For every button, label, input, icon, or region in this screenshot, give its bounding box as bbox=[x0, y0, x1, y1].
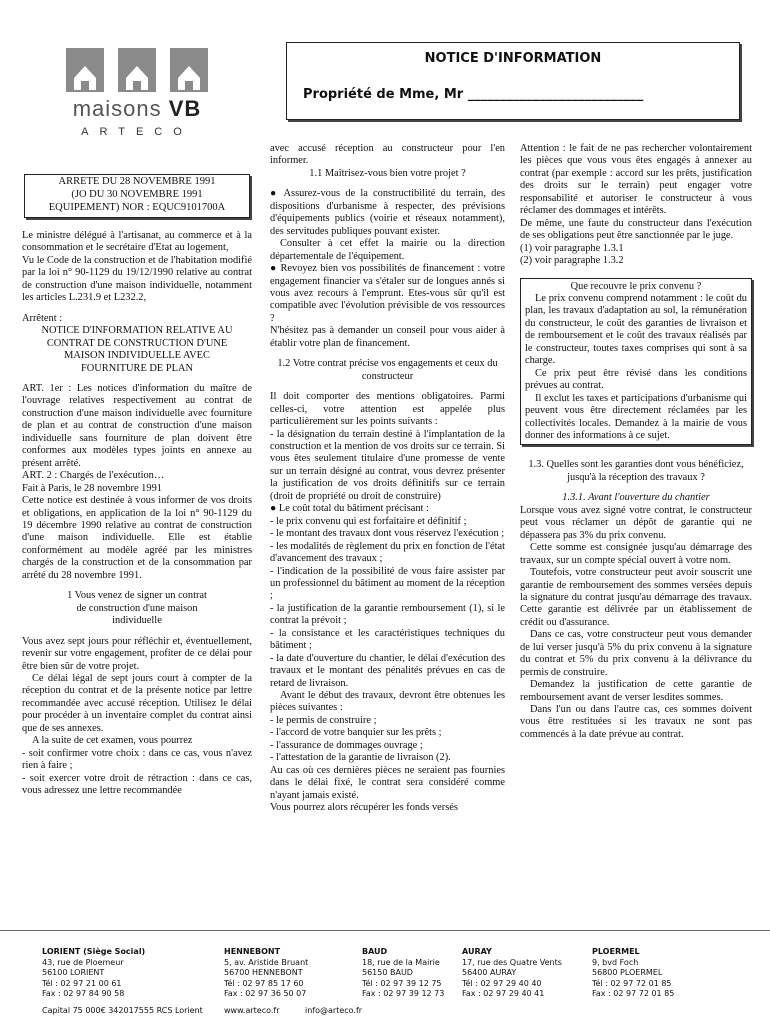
paragraph: Le prix convenu comprend notamment : le coût du plan, les travaux d'adaptation au sol, la rémunération du constructeur, le coût des garanties de livraison et de remboursement et le coût des travaux réalisés par le constructeur, toutes taxes comprises qui sont à sa charge. bbox=[525, 292, 747, 367]
paragraph: Cette somme est consignée jusqu'au démarrage des travaux, sur un compte spécial ouvert à votre nom. bbox=[520, 542, 752, 566]
company-legal: Capital 75 000€ 342017555 RCS Lorient bbox=[42, 1006, 203, 1015]
paragraph: - le prix convenu qui est forfaitaire et définitif ; bbox=[270, 515, 467, 527]
paragraph: - l'assurance de dommages ouvrage ; bbox=[270, 739, 423, 751]
paragraph: - le permis de construire ; bbox=[270, 714, 377, 726]
section-heading: 1.2 Votre contrat précise vos engagements et ceux du constructeur bbox=[277, 358, 498, 382]
footnote: (2) voir paragraphe 1.3.2 bbox=[520, 255, 624, 267]
logo-subtitle: ARTECO bbox=[81, 126, 193, 138]
section-heading: 1 Vous venez de signer un contrat de construction d'une maison individuelle bbox=[67, 590, 207, 627]
paragraph: - la désignation du terrain destiné à l'implantation de la construction et la mention de vos droits sur ce terrain. Si vous êtes seulement titulaire d'une promesse de vente sur un terrain désigné au contrat, vous devrez présenter la justification de vos droits définitifs sur ce terrain (droit de propriété ou droit de construire) bbox=[270, 428, 505, 502]
office-ploermel: PLOERMEL 9, bvd Foch 56800 PLOERMEL Tél : 02 97 72 01 85 Fax : 02 97 72 01 85 bbox=[592, 947, 675, 998]
paragraph: Consulter à cet effet la mairie ou la direction départementale de l'équipement. bbox=[270, 238, 505, 262]
paragraph: Il doit comporter des mentions obligatoires. Parmi celles-ci, votre attention est appelée plus particulièrement sur les points suivants : bbox=[270, 391, 505, 428]
paragraph: avec accusé réception au constructeur pour l'en informer. bbox=[270, 143, 505, 167]
paragraph: Demandez la justification de cette garantie de remboursement avant de verser lesdites sommes. bbox=[520, 679, 752, 703]
house-icon bbox=[118, 48, 156, 92]
section-heading: NOTICE D'INFORMATION RELATIVE AU CONTRAT DE CONSTRUCTION D'UNE MAISON INDIVIDUELLE AVEC FOURNITURE DE PLAN bbox=[41, 325, 233, 374]
paragraph: Fait à Paris, le 28 novembre 1991 bbox=[22, 482, 162, 494]
paragraph: - les modalités de règlement du prix en fonction de l'état d'avancement des travaux ; bbox=[270, 540, 505, 565]
paragraph: ● Assurez-vous de la constructibilité du terrain, des dispositions d'urbanisme à respecter, des prévisions d'équipements publics (voirie et réseaux notamment), des servitudes publiques pouvant exister. bbox=[270, 188, 505, 237]
column-2 bbox=[270, 143, 505, 815]
company-logo bbox=[62, 48, 212, 136]
arrete-box bbox=[24, 174, 250, 218]
paragraph: Arrêtent : bbox=[22, 312, 63, 324]
paragraph: - l'indication de la possibilité de vous faire assister par un professionnel du bâtiment au moment de la réception ; bbox=[270, 565, 505, 602]
paragraph: - l'attestation de la garantie de livraison (2). bbox=[270, 752, 451, 764]
page-title: NOTICE D'INFORMATION bbox=[424, 51, 602, 66]
house-icon bbox=[170, 48, 208, 92]
website-link[interactable]: www.arteco.fr bbox=[224, 1006, 280, 1015]
paragraph: - soit confirmer votre choix : dans ce cas, vous n'avez rien à faire ; bbox=[22, 747, 252, 772]
paragraph: - la consistance et les caractéristiques techniques du bâtiment ; bbox=[270, 627, 505, 652]
paragraph: - le montant des travaux dont vous réservez l'exécution ; bbox=[270, 528, 505, 540]
logo-brand: maisons VB bbox=[72, 96, 202, 121]
box-heading: Que recouvre le prix convenu ? bbox=[570, 280, 702, 292]
office-lorient: LORIENT (Siège Social) 43, rue de Ploemeur 56100 LORIENT Tél : 02 97 21 00 61 Fax : 02 97 84 90 58 bbox=[42, 947, 146, 998]
paragraph: N'hésitez pas à demander un conseil pour vous aider à établir votre plan de financement. bbox=[270, 325, 505, 349]
paragraph: ● Le coût total du bâtiment précisant : bbox=[270, 503, 429, 515]
paragraph: Au cas où ces dernières pièces ne seraient pas fournies dans le délai fixé, le contrat sera considéré comme n'ayant jamais existé. bbox=[270, 764, 505, 801]
paragraph: Vu le Code de la construction et de l'habitation modifié par la loi n° 90-1129 du 19/12/1990 relative au contrat de construction d'une maison individuelle, notamment les articles L.231.9 et L232.2, bbox=[22, 254, 252, 304]
column-1 bbox=[22, 230, 252, 797]
office-baud: BAUD 18, rue de la Mairie 56150 BAUD Tél : 02 97 39 12 75 Fax : 02 97 39 12 73 bbox=[362, 947, 445, 998]
attention-paragraph: Attention : le fait de ne pas rechercher volontairement les pièces que vous vous êtes engagés à annexer au contrat (par exemple : accord sur les prêts, justification des droits sur le terrain) peut engager votre responsabilité et autoriser le constructeur à vous réclamer des dommages et intérêts. bbox=[520, 143, 752, 217]
subsection-heading: 1.3.1. Avant l'ouverture du chantier bbox=[562, 492, 710, 504]
paragraph: Il exclut les taxes et participations d'urbanisme qui peuvent vous être directement réclamées par les collectivités locales. Demandez à la mairie de vous donner des informations à ce sujet. bbox=[525, 392, 747, 441]
paragraph: Vous pourrez alors récupérer les fonds versés bbox=[270, 802, 458, 814]
footnote: (1) voir paragraphe 1.3.1 bbox=[520, 242, 624, 254]
prix-convenu-box bbox=[520, 278, 752, 446]
paragraph: ART. 1er : Les notices d'information du maître de l'ouvrage relatives respectivement au contrat de construction d'une maison individuelle avec fourniture de plan et au contrat de construction d'une maison individuelle sans fourniture de plan doivent être conformes aux modèles types joints en annexe au présent arrêté. bbox=[22, 382, 252, 469]
paragraph: Vous avez sept jours pour réfléchir et, éventuellement, revenir sur votre engagement, profiter de ce délai pour être bien sûr de votre projet. bbox=[22, 635, 252, 672]
paragraph: Dans l'un ou dans l'autre cas, ces sommes doivent vous être restituées si les travaux ne sont pas commencés à la date prévue au contrat. bbox=[520, 704, 752, 740]
paragraph: Le ministre délégué à l'artisanat, au commerce et à la consommation et le secrétaire d'Etat au logement, bbox=[22, 230, 252, 254]
footer bbox=[0, 930, 770, 1025]
paragraph: Dans ce cas, votre constructeur peut vous demander de lui verser jusqu'à 5% du prix convenu à la signature du contrat et 5% du prix convenu à la délivrance du permis de construire. bbox=[520, 629, 752, 678]
paragraph: Lorsque vous avez signé votre contrat, le constructeur peut vous réclamer un dépôt de garantie qui ne dépassera pas 3% du prix convenu. bbox=[520, 504, 752, 541]
paragraph: - l'accord de votre banquier sur les prêts ; bbox=[270, 727, 442, 739]
office-auray: AURAY 17, rue des Quatre Vents 56400 AURAY Tél : 02 97 29 40 40 Fax : 02 97 29 40 41 bbox=[462, 947, 562, 998]
paragraph: ● Revoyez bien vos possibilités de financement : votre engagement financier va s'étaler sur de longues annés si vous avez recours à l'emprunt. Etes-vous sûr qu'il est compatible avec l'évolution prévisible de vos ressources ? bbox=[270, 263, 505, 324]
arrete-line: (JO DU 30 NOVEMBRE 1991 bbox=[71, 189, 203, 200]
paragraph: Ce prix peut être révisé dans les conditions prévues au contrat. bbox=[525, 367, 747, 392]
paragraph: - la date d'ouverture du chantier, le délai d'exécution des travaux et le montant des pénalités prévues en cas de retard de livraison. bbox=[270, 652, 505, 689]
house-icon bbox=[66, 48, 104, 92]
notice-header-box bbox=[286, 42, 740, 120]
arrete-line: ARRETE DU 28 NOVEMBRE 1991 bbox=[58, 176, 216, 187]
arrete-line: EQUIPEMENT) NOR : EQUC9101700A bbox=[48, 202, 226, 213]
paragraph: - la justification de la garantie remboursement (1), si le contrat la prévoit ; bbox=[270, 602, 505, 627]
section-heading: 1.1 Maîtrisez-vous bien votre projet ? bbox=[309, 167, 466, 179]
owner-line: Propriété de Mme, Mr ___________________________ bbox=[303, 87, 644, 102]
paragraph: - soit exercer votre droit de rétraction : dans ce cas, vous adressez une lettre recommandée bbox=[22, 772, 252, 797]
paragraph: Avant le début des travaux, devront être obtenues les pièces suivantes : bbox=[270, 690, 505, 714]
paragraph: Toutefois, votre constructeur peut avoir souscrit une garantie de remboursement des sommes versées depuis la signature du contrat jusqu'au démarrage des travaux. Cette garantie est délivrée par un établissement de crédit ou d'assurance. bbox=[520, 567, 752, 628]
column-3 bbox=[520, 143, 752, 741]
paragraph: Ce délai légal de sept jours court à compter de la réception du contrat et de la présente notice par lettre recommandée avec accusé réception. Utilisez le délai pour procéder à un inventaire complet du contrat ainsi que de ses annexes. bbox=[22, 672, 252, 734]
paragraph: Cette notice est destinée à vous informer de vos droits et obligations, en application de la loi n° 90-1129 du 19 décembre 1990 relative au contrat de construction d'une maison individuelle. Elle est établie conformément au modèle agréé par les ministres chargés de la construction et de la consommation par arrêté du 28 novembre 1991. bbox=[22, 495, 252, 581]
office-hennebont: HENNEBONT 5, av. Aristide Bruant 56700 HENNEBONT Tél : 02 97 85 17 60 Fax : 02 97 36 50 07 bbox=[224, 947, 309, 998]
paragraph: A la suite de cet examen, vous pourrez bbox=[32, 735, 193, 747]
email-link[interactable]: info@arteco.fr bbox=[305, 1006, 363, 1015]
paragraph: ART. 2 : Chargés de l'exécution… bbox=[22, 470, 165, 482]
section-heading: 1.3. Quelles sont les garanties dont vous bénéficiez, jusqu'à la réception des travaux ? bbox=[528, 459, 744, 483]
paragraph: De même, une faute du constructeur dans l'exécution de ses obligations peut être sanctionnée par le juge. bbox=[520, 217, 752, 242]
